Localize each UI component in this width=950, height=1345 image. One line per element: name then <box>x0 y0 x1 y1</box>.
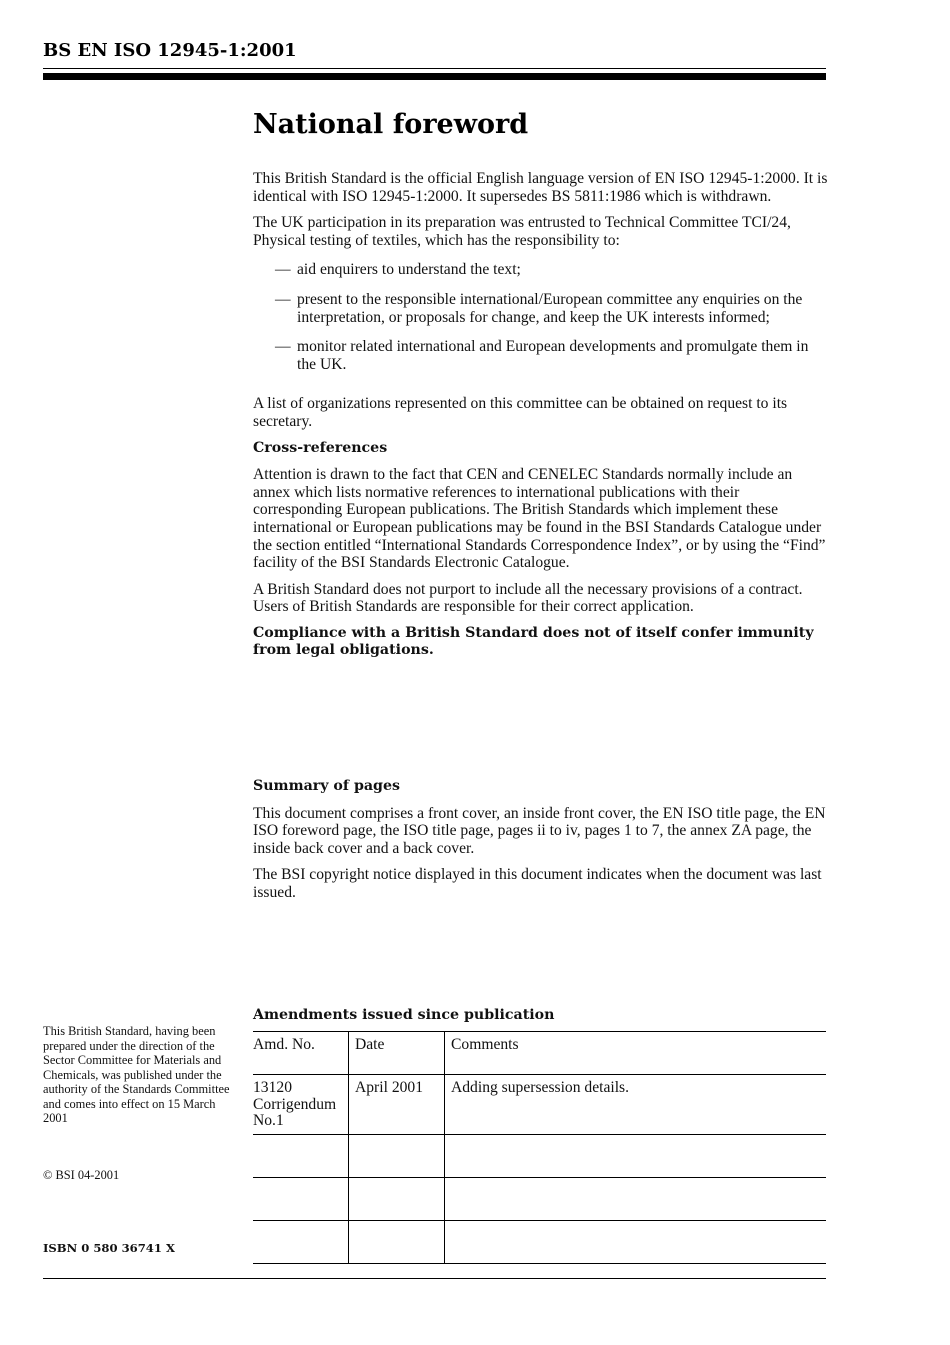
foreword-paragraph-committee: The UK participation in its preparation was entrusted to Technical Committee TCI/24, Physical testing of textiles, which has the responsibility to: <box>253 214 791 249</box>
provisions-paragraph: A British Standard does not purport to include all the necessary provisions of a contract. Users of British Standards are responsible for their correct application. <box>253 580 803 616</box>
standard-number: BS EN ISO 12945-1:2001 <box>43 40 297 61</box>
column-header-date: Date <box>349 1032 445 1075</box>
date-cell: April 2001 <box>349 1075 445 1135</box>
publication-note: This British Standard, having been prepared under the direction of the Sector Committee for Materials and Chemicals, was published under the authority of the Standards Committee and comes into effect on 15 March 2001 <box>43 1024 230 1125</box>
header-rule-thin <box>43 68 826 69</box>
header-rule-thick <box>43 73 826 80</box>
copyright-notice-paragraph: The BSI copyright notice displayed in this document indicates when the document was last issued. <box>253 866 822 901</box>
list-item <box>253 338 831 373</box>
amd-no-line: Corrigendum <box>253 1095 337 1113</box>
summary-paragraph: This document comprises a front cover, an inside front cover, the EN ISO title page, the EN ISO foreword page, the ISO title page, pages ii to iv, pages 1 to 7, the annex ZA page, the inside back cover and a back cover. <box>253 804 826 857</box>
foreword-paragraph-identity: This British Standard is the official English language version of EN ISO 12945-1:2000. It is identical with ISO 12945-1:2000. It supersedes BS 5811:1986 which is withdrawn. <box>253 170 828 205</box>
dash-marker: — <box>275 338 291 356</box>
crossref-heading: Cross-references <box>253 439 388 456</box>
table-row <box>253 1075 826 1135</box>
amd-no-line: No.1 <box>253 1112 284 1129</box>
table-row-empty <box>253 1221 826 1264</box>
summary-of-pages <box>253 778 831 911</box>
comments-cell: Adding supersession details. <box>445 1075 827 1135</box>
amd-no-line: 13120 <box>253 1079 292 1096</box>
crossref-paragraph: Attention is drawn to the fact that CEN and CENELEC Standards normally include an annex which lists normative references to international publications with their corresponding European publications. The British Standards which implement these international or European publications may be found in the BSI Standards Catalogue under the section entitled “International Standards Correspondence Index”, or by using the “Find” facility of the BSI Standards Electronic Catalogue. <box>253 466 826 572</box>
table-row-empty <box>253 1135 826 1178</box>
column-header-comments: Comments <box>445 1032 827 1075</box>
dash-marker: — <box>275 290 291 308</box>
copyright-line: © BSI 04-2001 <box>43 1168 120 1182</box>
table-row-empty <box>253 1178 826 1221</box>
foreword-paragraph-organizations: A list of organizations represented on this committee can be obtained on request to its secretary. <box>253 395 788 430</box>
compliance-statement: Compliance with a British Standard does not of itself confer immunity from legal obligations. <box>253 624 814 659</box>
column-header-amd-no: Amd. No. <box>253 1032 349 1075</box>
list-item <box>253 261 831 279</box>
page-title: National foreword <box>253 109 529 140</box>
national-foreword <box>253 108 831 669</box>
responsibility-list <box>253 261 831 373</box>
list-item-text: present to the responsible international/European committee any enquiries on the interpretation, or proposals for change, and keep the UK interests informed; <box>297 290 803 326</box>
isbn: ISBN 0 580 36741 X <box>43 1241 175 1255</box>
list-item-text: aid enquirers to understand the text; <box>297 261 521 279</box>
summary-heading: Summary of pages <box>253 778 400 794</box>
amendments-table <box>253 1031 826 1264</box>
footer-rule <box>43 1278 826 1279</box>
dash-marker: — <box>275 261 291 279</box>
amd-no-cell <box>253 1075 349 1135</box>
table-header-row <box>253 1032 826 1075</box>
list-item-text: monitor related international and European developments and promulgate them in the UK. <box>297 338 809 373</box>
amendments-title: Amendments issued since publication <box>253 1007 555 1023</box>
list-item <box>253 291 831 326</box>
